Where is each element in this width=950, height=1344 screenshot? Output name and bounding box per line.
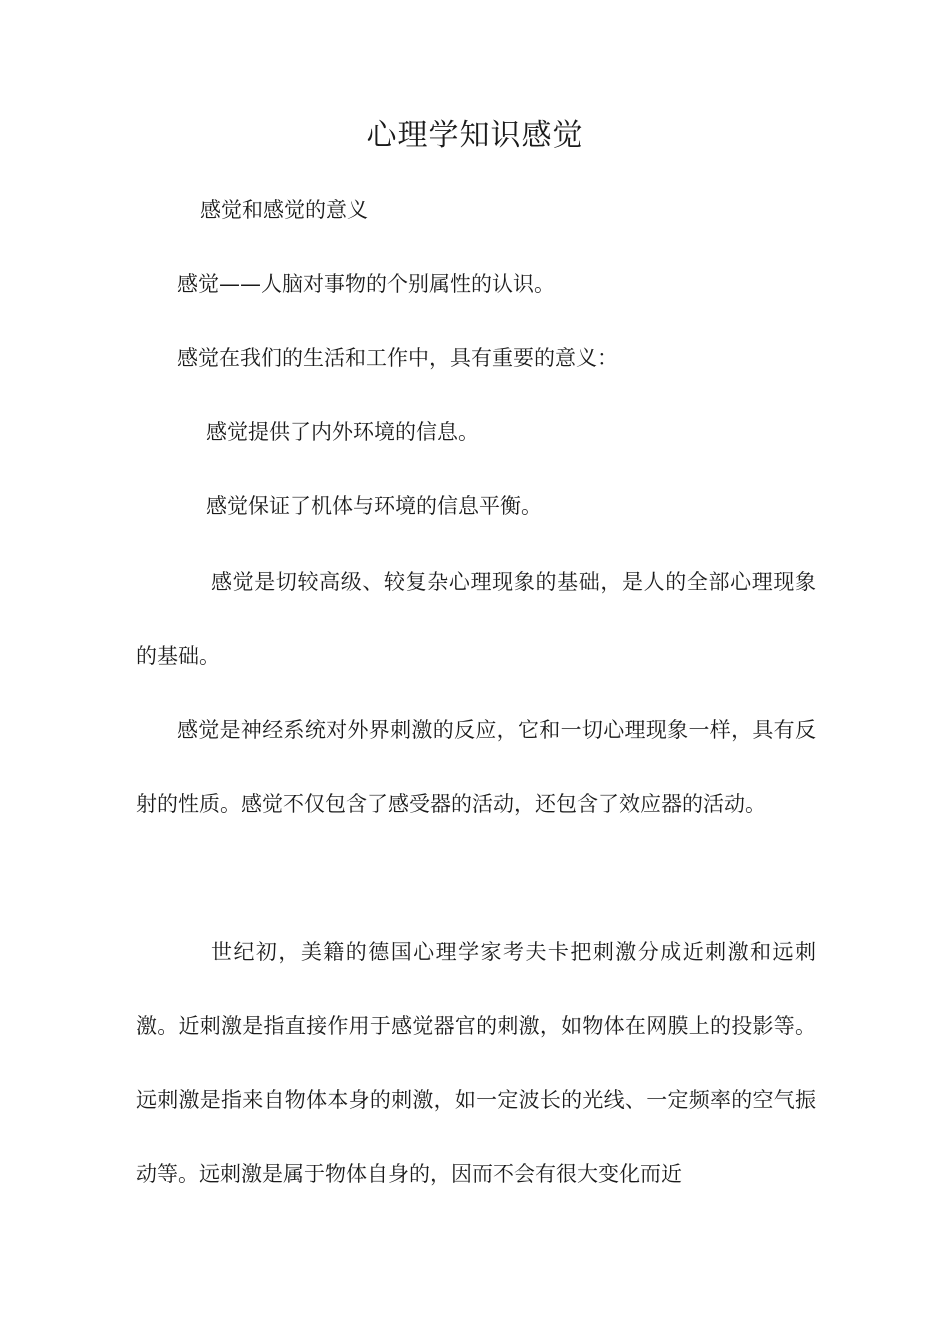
- paragraph-koffka: 世纪初，美籍的德国心理学家考夫卡把刺激分成近刺激和远刺激。近刺激是指直接作用于感觉器官的刺激，如物体在网膜上的投影等。远刺激是指来自物体本身的刺激，如一定波长的光线、一定频率的空气振动等。远刺激是属于物体自身的，因而不会有很大变化而近: [136, 940, 816, 1186]
- document-title: 心理学知识感觉: [366, 118, 584, 153]
- paragraph-point-3: 感觉是切较高级、较复杂心理现象的基础，是人的全部心理现象的基础。: [136, 570, 816, 668]
- paragraph-point-1: 感觉提供了内外环境的信息。: [206, 420, 479, 444]
- section-heading: 感觉和感觉的意义: [200, 198, 368, 222]
- paragraph-point-2: 感觉保证了机体与环境的信息平衡。: [206, 494, 542, 518]
- paragraph-definition: 感觉——人脑对事物的个别属性的认识。: [177, 272, 555, 296]
- paragraph-importance-intro: 感觉在我们的生活和工作中，具有重要的意义：: [177, 346, 618, 370]
- paragraph-reflex: 感觉是神经系统对外界刺激的反应，它和一切心理现象一样，具有反射的性质。感觉不仅包含了感受器的活动，还包含了效应器的活动。: [136, 718, 816, 816]
